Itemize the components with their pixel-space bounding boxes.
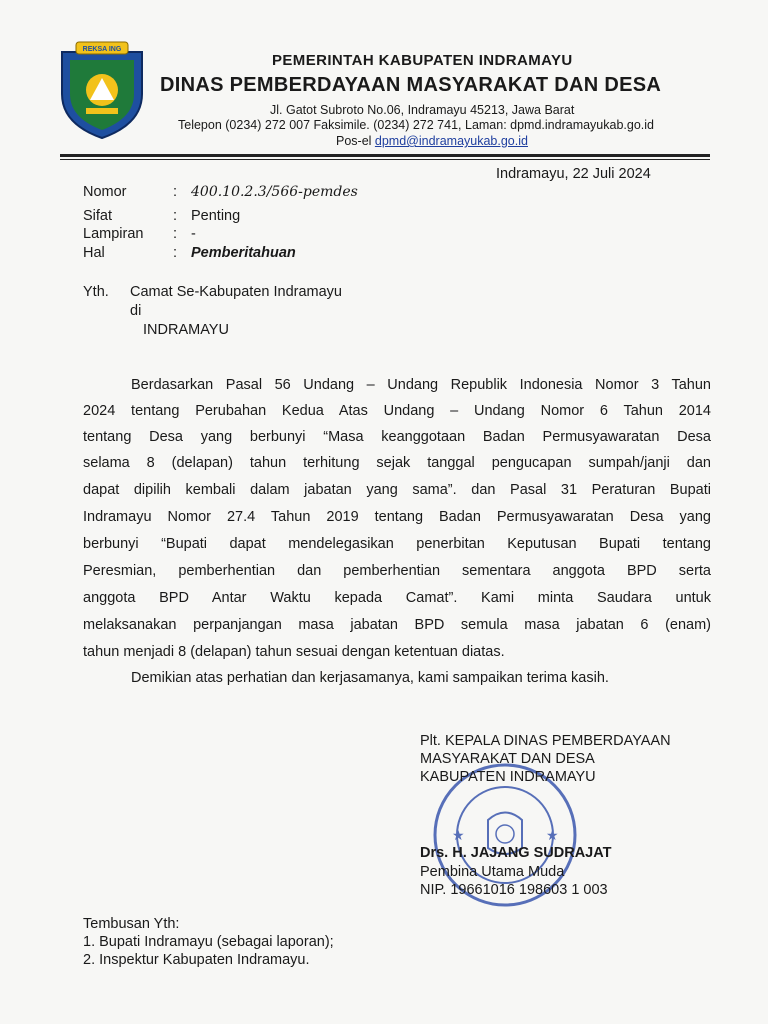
letter-date: Indramayu, 22 Juli 2024 [496,166,651,182]
closing-line: Demikian atas perhatian dan kerjasamanya, kami sampaikan terima kasih. [131,670,609,686]
nomor-label: Nomor [83,184,127,200]
svg-text:★: ★ [546,827,559,843]
recipient-name: Camat Se-Kabupaten Indramayu [130,284,342,300]
colon: : [173,208,178,224]
svg-text:★: ★ [452,827,465,843]
recipient-line [83,284,342,300]
sifat-value: Penting [191,208,241,224]
colon: : [173,245,178,261]
yth-label: Yth. [83,284,109,300]
signatory-nip: NIP. 19661016 198603 1 003 [420,882,608,898]
body-line: Peresmian, pemberhentian dan pemberhentian sementara anggota BPD serta [83,563,711,579]
svg-text:REKSA ING: REKSA ING [82,46,122,53]
signatory-name: Drs. H. JAJANG SUDRAJAT [420,845,612,861]
recipient-di: di [130,303,142,319]
nomor-row [83,184,358,200]
letterhead-address: Jl. Gatot Subroto No.06, Indramayu 45213, Jawa Barat [270,103,575,117]
body-line: melaksanakan perpanjangan masa jabatan BPD semula masa jabatan 6 (enam) [83,617,711,633]
lampiran-row [83,226,196,242]
colon: : [173,226,178,242]
body-line: berbunyi “Bupati dapat mendelegasikan penerbitan Keputusan Bupati tentang [83,536,711,552]
lampiran-label: Lampiran [83,226,144,242]
cc-item: 2. Inspektur Kabupaten Indramayu. [83,952,310,968]
body-line: anggota BPD Antar Waktu kepada Camat”. Kami minta Saudara untuk [83,590,711,606]
letterhead-contact: Telepon (0234) 272 007 Faksimile. (0234) 272 741, Laman: dpmd.indramayukab.go.id [178,118,654,132]
body-line: Indramayu Nomor 27.4 Tahun 2019 tentang Badan Permusyawaratan Desa yang [83,509,711,525]
signatory-title-1: Plt. KEPALA DINAS PEMBERDAYAAN [420,733,671,749]
cc-item: 1. Bupati Indramayu (sebagai laporan); [83,934,334,950]
hal-value: Pemberitahuan [191,245,296,261]
hal-row [83,245,296,261]
email-label: Pos-el [336,134,375,148]
letterhead-gov: PEMERINTAH KABUPATEN INDRAMAYU [272,52,573,69]
kabupaten-indramayu-logo [56,38,148,140]
nomor-value: 400.10.2.3/566-pemdes [191,184,358,200]
body-line: dapat dipilih kembali dalam jabatan yang sama”. dan Pasal 31 Peraturan Bupati [83,482,711,498]
hal-label: Hal [83,245,105,261]
signatory-rank: Pembina Utama Muda [420,864,565,880]
letterhead-email-line [336,134,528,148]
sifat-row [83,208,240,224]
email-link[interactable]: dpmd@indramayukab.go.id [374,134,528,148]
body-line: tahun menjadi 8 (delapan) tahun sesuai dengan ketentuan diatas. [83,644,505,660]
recipient-place: INDRAMAYU [143,322,229,338]
body-line: tentang Desa yang berbunyi “Masa keanggotaan Badan Permusyawaratan Desa [83,429,711,445]
sifat-label: Sifat [83,208,113,224]
colon: : [173,184,178,200]
body-line: selama 8 (delapan) tahun terhitung sejak tanggal pengucapan sumpah/janji dan [83,455,711,471]
body-line: 2024 tentang Perubahan Kedua Atas Undang – Undang Nomor 6 Tahun 2014 [83,403,711,419]
cc-title: Tembusan Yth: [83,916,180,932]
signatory-title-3: KABUPATEN INDRAMAYU [420,769,596,785]
lampiran-value: - [191,226,196,242]
signatory-title-2: MASYARAKAT DAN DESA [420,751,595,767]
body-line: Berdasarkan Pasal 56 Undang – Undang Republik Indonesia Nomor 3 Tahun [131,377,711,393]
letterhead-divider [60,154,710,160]
letterhead-agency: DINAS PEMBERDAYAAN MASYARAKAT DAN DESA [160,74,662,96]
